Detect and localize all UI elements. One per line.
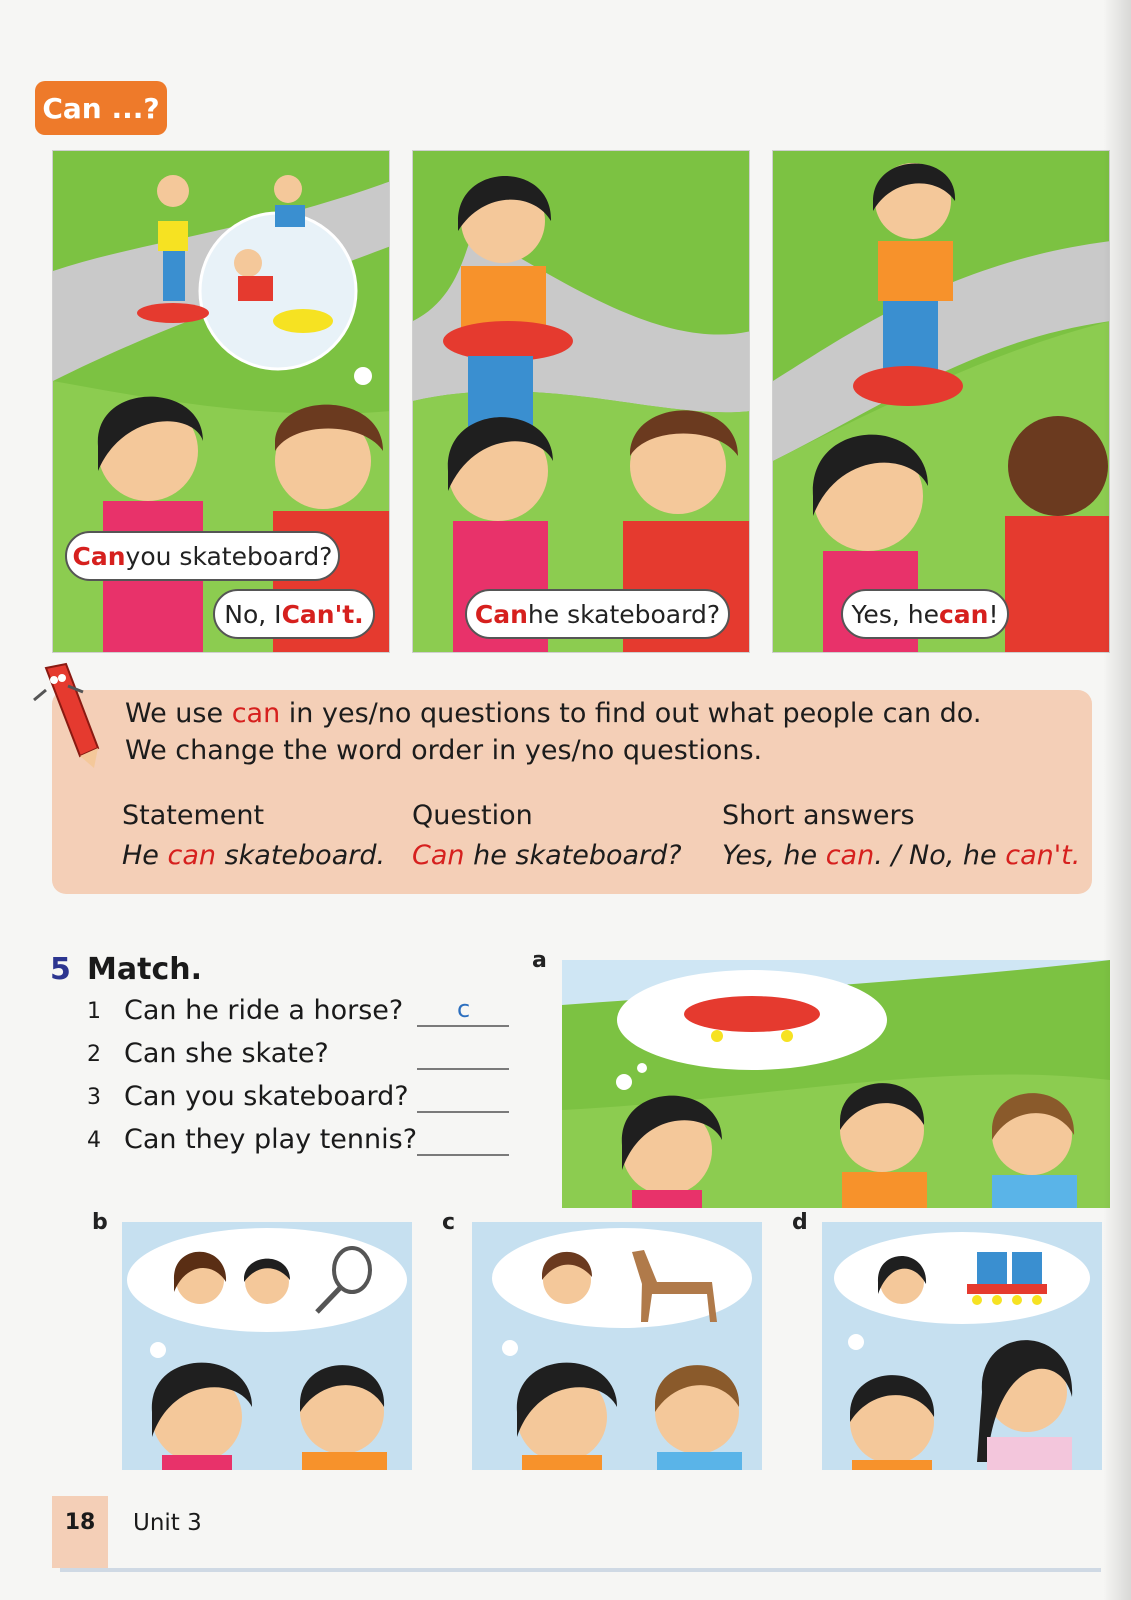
column-heading-short-answers: Short answers xyxy=(722,800,915,831)
question-number: 3 xyxy=(87,1085,101,1110)
bubble-text: ! xyxy=(988,599,999,629)
example-text: He xyxy=(122,840,168,871)
comic-panel-2 xyxy=(412,150,750,653)
rule-text: in yes/no questions to find out what people can do. xyxy=(280,698,982,729)
keyword-can: can xyxy=(167,840,217,871)
picture-b-illustration xyxy=(122,1222,412,1470)
comic-panel-1 xyxy=(52,150,390,653)
question-text: Can she skate? xyxy=(124,1038,329,1069)
picture-d xyxy=(822,1222,1102,1470)
picture-a xyxy=(562,960,1110,1208)
question-text: Can they play tennis? xyxy=(124,1124,418,1155)
question-number: 4 xyxy=(87,1128,101,1153)
picture-d-illustration xyxy=(822,1222,1102,1470)
bottom-divider xyxy=(60,1568,1101,1572)
example-short-answers xyxy=(722,840,1080,871)
example-text: he skateboard? xyxy=(464,840,682,871)
keyword-can: can xyxy=(231,698,281,729)
page-number: 18 xyxy=(52,1496,108,1568)
question-text: Can you skateboard? xyxy=(124,1081,409,1112)
bubble-text: you skateboard? xyxy=(125,541,333,571)
keyword-can: Can xyxy=(474,599,528,629)
keyword-cant: can't. xyxy=(1005,840,1081,871)
keyword-can: Can xyxy=(412,840,465,871)
comic-panel-3-illustration xyxy=(773,151,1110,653)
question-text: Can he ride a horse? xyxy=(124,995,404,1026)
exercise-title: Match. xyxy=(87,952,202,987)
page-edge-shadow xyxy=(1103,0,1131,1600)
column-heading-question: Question xyxy=(412,800,533,831)
example-question xyxy=(412,840,682,871)
question-number: 1 xyxy=(87,999,101,1024)
example-text: Yes, he xyxy=(722,840,826,871)
answer-line[interactable] xyxy=(417,1068,509,1070)
speech-bubble-question-1 xyxy=(65,531,340,581)
keyword-can: can xyxy=(825,840,875,871)
answer-value: c xyxy=(457,995,471,1023)
keyword-can: can xyxy=(938,599,989,629)
picture-b xyxy=(122,1222,412,1470)
grammar-rule-2: We change the word order in yes/no questions. xyxy=(125,735,763,766)
speech-bubble-answer-1 xyxy=(213,589,375,639)
question-row xyxy=(87,995,517,1031)
comic-panel-3 xyxy=(772,150,1110,653)
bubble-text: No, I xyxy=(224,599,282,629)
answer-line[interactable] xyxy=(417,1154,509,1156)
picture-label-d: d xyxy=(792,1210,808,1235)
bubble-text: Yes, he xyxy=(851,599,939,629)
example-statement xyxy=(122,840,385,871)
speech-bubble-question-2 xyxy=(465,589,730,639)
picture-c xyxy=(472,1222,762,1470)
picture-label-b: b xyxy=(92,1210,108,1235)
pencil-mascot-icon xyxy=(28,660,108,770)
example-text: . / No, he xyxy=(874,840,1006,871)
question-row xyxy=(87,1081,517,1117)
question-row xyxy=(87,1038,517,1074)
keyword-can: Can xyxy=(72,541,126,571)
bubble-text: he skateboard? xyxy=(527,599,721,629)
comic-panel-2-illustration xyxy=(413,151,750,653)
picture-a-illustration xyxy=(562,960,1110,1208)
picture-label-c: c xyxy=(442,1210,456,1235)
picture-c-illustration xyxy=(472,1222,762,1470)
example-text: skateboard. xyxy=(216,840,386,871)
answer-line[interactable] xyxy=(417,1025,509,1027)
question-number: 2 xyxy=(87,1042,101,1067)
grammar-rule-1 xyxy=(125,698,981,729)
column-heading-statement: Statement xyxy=(122,800,265,831)
exercise-number: 5 xyxy=(50,952,71,987)
rule-text: We use xyxy=(125,698,232,729)
unit-label: Unit 3 xyxy=(133,1510,202,1536)
speech-bubble-answer-3 xyxy=(841,589,1009,639)
keyword-cant: Can't. xyxy=(281,599,364,629)
section-tag: Can ...? xyxy=(35,81,167,135)
answer-line[interactable] xyxy=(417,1111,509,1113)
picture-label-a: a xyxy=(532,948,547,973)
question-row xyxy=(87,1124,517,1160)
